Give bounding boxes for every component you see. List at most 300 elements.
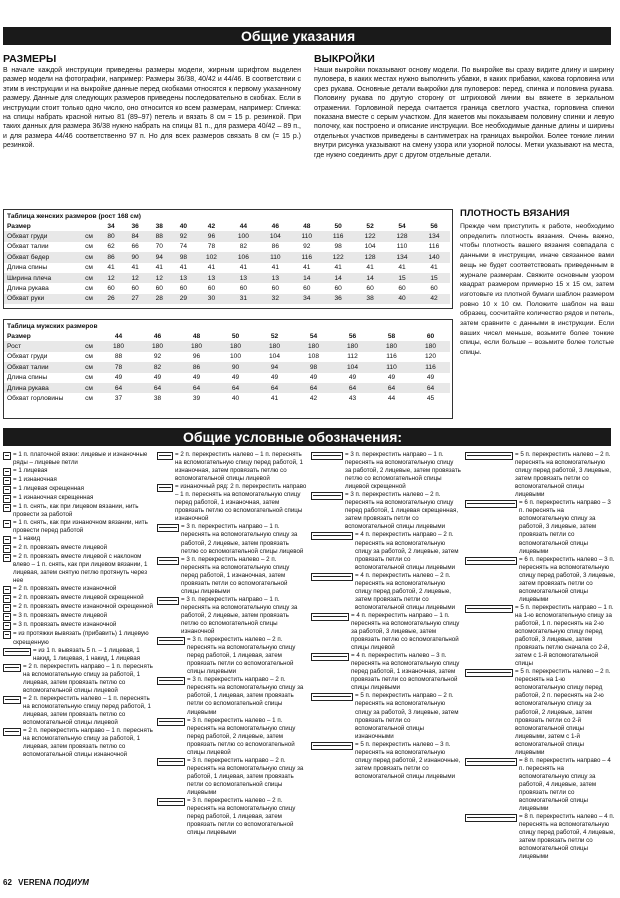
symbol-description: = 4 п. перекрестить налево – 2 п. переснять на вспомогательную спицу перед работой, 2 лицевые, затем провязать петли со вспомогательной спицы лицевыми	[355, 571, 456, 611]
symbol-entry	[465, 757, 615, 813]
table-cell: 41	[366, 264, 374, 272]
symbols-column-2	[157, 451, 307, 837]
table-cell: 64	[426, 384, 435, 392]
men-size-table	[4, 321, 450, 404]
knit-symbol-icon	[157, 597, 179, 605]
knit-symbol-icon	[3, 468, 11, 476]
table-cell: Обхват руки	[7, 295, 45, 303]
table-cell: 70	[155, 243, 163, 251]
table-cell: 60	[155, 285, 163, 293]
table-cell: 60	[271, 285, 280, 293]
table-cell: 41	[270, 395, 279, 403]
table-cell: 134	[396, 253, 408, 261]
symbol-entry	[3, 612, 153, 621]
symbol-description: = 1 изнаночная скрещенная	[13, 494, 94, 502]
symbol-description: = 5 п. перекрестить налево – 2 п. переснять на 1-ю вспомогательную спицу перед работой, 2 п. переснять на 2-ю вспомогательную спицу за работой, 2 лицевые, затем провязать петли со 2-й вспомогательной спицы лицевыми, затем с 1-й вспомогательной спицы лицевыми	[515, 668, 611, 756]
symbol-entry	[3, 621, 153, 630]
symbol-description: = 5 п. перекрестить направо – 1 п. на 1-ю вспомогательную спицу за работой, 1 п. переснять на 2-ю вспомогательную спицу перед работой, 3 лицевые, затем провязать петлю сначала со 2-й, затем с 1-й вспомогательной спицы	[515, 603, 614, 668]
table-cell: 14	[334, 274, 342, 282]
table-cell: 13	[207, 274, 216, 282]
table-cell: 36	[131, 222, 139, 230]
table-cell: 34	[107, 222, 115, 230]
table-cell: 66	[131, 243, 139, 251]
table-cell: 41	[239, 264, 248, 272]
table-cell: 102	[205, 253, 217, 261]
table-cell: см	[85, 374, 93, 382]
symbol-description: = 2 п. провязать вместе изнаночной скрещенной	[13, 603, 153, 611]
symbol-description: = 4 п. перекрестить налево – 3 п. переснять на вспомогательную спицу перед работой, 1 изнаночная, затем провязать петли со вспомогательной спицы лицевыми	[351, 652, 460, 692]
table-cell: 28	[155, 295, 163, 303]
table-cell: 49	[153, 374, 162, 382]
table-cell: 92	[303, 243, 311, 251]
symbol-description: = 3 п. перекрестить налево – 2 п. переснять на вспомогательную спицу перед работой, 1 лицевая, затем провязать петли со вспомогательной спицы лицевыми	[187, 797, 296, 837]
table-cell: 180	[112, 343, 124, 351]
table-cell: 64	[114, 384, 123, 392]
table-cell: 180	[151, 343, 163, 351]
table-cell: 108	[307, 353, 319, 361]
symbol-entry	[3, 476, 153, 485]
table-cell: см	[85, 353, 93, 361]
symbol-entry	[3, 585, 153, 594]
symbol-description: = 4 п. перекрестить направо – 1 п. переснять на вспомогательную спицу за работой, 3 лицевые, затем провязать петлю со вспомогательной спицы лицевой	[351, 611, 460, 652]
symbol-entry	[157, 757, 307, 797]
symbol-description: = 1 лицевая	[13, 467, 48, 475]
table-row	[4, 294, 450, 304]
table-cell: 134	[428, 233, 440, 241]
knit-symbol-icon	[3, 536, 11, 544]
symbol-entry	[311, 692, 461, 740]
symbol-description: = 1 накид	[13, 535, 41, 543]
table-cell	[79, 331, 99, 341]
knit-symbol-icon	[465, 758, 517, 766]
table-row	[4, 263, 450, 273]
table-cell: 110	[301, 233, 312, 241]
knit-symbol-icon	[3, 696, 21, 704]
density-text: Прежде чем приступить к работе, необходимо определить плотность вязания. Очень важно, чтобы плотность вашего вязания совпадала с данными в инструкции, иначе связанное вами вещь не будет соответствовать приведенным в журнале размерам. Свяжите основным узором квадрат размером примерно 15 х 15 см, затем изготовьте из плотной бумаги шаблон размером ровно 10 х 10 см. Положите шаблон на ваш образец, сосчитайте количество рядов и петель, затем сравните с данными в инструкции. Если ваших чисел меньше, возьмите более тонкие спицы, если больше – возьмите более толстые спицы.	[460, 223, 614, 357]
knit-symbol-icon	[3, 613, 11, 621]
symbol-description: = 5 п. перекрестить налево – 2 п. переснять на вспомогательную спицу перед работой, 3 лицевые, затем провязать петли со вспомогательной спицы лицевыми	[515, 451, 611, 499]
symbol-entry	[311, 652, 461, 692]
table-cell: 90	[131, 253, 139, 261]
table-cell: 26	[107, 295, 115, 303]
table-cell: 46	[153, 332, 162, 340]
symbol-entry	[157, 596, 307, 636]
table-cell: 60	[426, 332, 435, 340]
table-cell: 50	[231, 332, 240, 340]
table-row	[4, 383, 450, 393]
table-cell	[79, 221, 99, 231]
table-cell: 49	[114, 374, 123, 382]
table-cell: 14	[303, 274, 311, 282]
table-row	[4, 362, 450, 372]
symbol-entry	[465, 813, 615, 861]
table-cell: 110	[270, 253, 281, 261]
symbol-entry	[3, 553, 153, 585]
knit-symbol-icon	[311, 693, 353, 701]
table-cell: 49	[192, 374, 201, 382]
symbol-entry	[311, 612, 461, 652]
table-cell: 94	[155, 253, 163, 261]
table-cell: 56	[430, 222, 438, 230]
symbol-description: = 2 п. перекрестить направо – 1 п. переснять на вспомогательную спицу за работой, 1 лицевая, затем провязать петлю со вспомогательной спицы лицевой	[23, 662, 153, 694]
table-cell: 56	[348, 332, 357, 340]
table-cell: см	[85, 363, 93, 371]
knit-symbol-icon	[465, 669, 513, 677]
knit-symbol-icon	[465, 814, 517, 822]
table-cell: 78	[114, 363, 123, 371]
symbols-title: Общие условные обозначения:	[183, 429, 403, 445]
symbol-entry	[157, 451, 307, 483]
table-cell: 180	[307, 343, 319, 351]
table-cell: 116	[428, 243, 440, 251]
symbol-description: = 2 п. провязать вместе лицевой скрещенной	[13, 594, 144, 602]
table-cell: 64	[309, 384, 318, 392]
table-cell: 41	[155, 264, 163, 272]
table-cell: 180	[385, 343, 397, 351]
table-cell: 116	[425, 363, 436, 371]
knit-symbol-icon	[311, 742, 353, 750]
table-cell: 13	[239, 274, 248, 282]
density-heading: ПЛОТНОСТЬ ВЯЗАНИЯ	[460, 208, 570, 219]
symbol-description: = 5 п. перекрестить налево – 3 п. переснять на вспомогательную спицу перед работой, 2 изнаночные, затем провязать петли со вспомогательной спицы лицевыми	[355, 740, 461, 780]
knit-symbol-icon	[3, 495, 11, 503]
table-cell: Обхват бедер	[7, 253, 50, 261]
table-cell: 180	[190, 343, 202, 351]
knit-symbol-icon	[3, 486, 11, 494]
knit-symbol-icon	[3, 504, 11, 512]
table-cell: 60	[107, 285, 115, 293]
symbol-entry	[157, 676, 307, 716]
table-cell: 104	[364, 243, 376, 251]
knit-symbol-icon	[3, 554, 11, 562]
table-cell: 54	[309, 332, 318, 340]
table-cell: 49	[231, 374, 240, 382]
knit-symbol-icon	[157, 798, 185, 806]
table-cell: 104	[268, 353, 280, 361]
symbol-entry	[3, 467, 153, 476]
table-cell: 92	[179, 233, 188, 241]
symbol-entry	[3, 503, 153, 519]
table-cell: 12	[155, 274, 163, 282]
patterns-text: Наши выкройки показывают основу модели. По выкройке вы сразу видите длину и ширину пуловера, в каких местах нужно выполнить убавки, в каких прибавки, какова горловина или срез рукава. Основные детали выкройки для пуловеров: перед, спинка и половина рукава. Половину рукава по другую сторону от штриховой линии вы вяжете в зеркальном отражении. Горловиной переда считается граница светлого участка, горловина спинки показана вместе с серым участком. Для жакетов мы показываем половину спинки и левую полочку, как построено и описание инструкции. Все необходимые данные длины и ширины отдельных участков приведены в сантиметрах на границах выкройки. Более тонкие линии внутри рисунка указывают на смену узора или узорной полосы. Метки указывают на места, где нужно соединить друг с другом отдельные детали.	[314, 67, 614, 159]
table-cell: 15	[430, 274, 438, 282]
table-cell: 104	[346, 363, 358, 371]
symbol-entry	[157, 636, 307, 676]
table-cell: 86	[107, 253, 115, 261]
page-title: Общие указания	[241, 28, 356, 44]
table-cell: Обхват талии	[7, 363, 49, 371]
symbol-description: = из 1 п. вывязать 5 п. – 1 лицевая, 1 накид, 1 лицевая, 1 накид, 1 лицевая	[33, 646, 141, 662]
table-cell: 110	[386, 363, 397, 371]
symbol-description: = 3 п. провязать вместе лицевой	[13, 612, 108, 620]
table-cell: см	[85, 264, 93, 272]
table-cell: Длина спины	[7, 374, 48, 382]
table-cell: 86	[271, 243, 280, 251]
symbol-description: = изнаночный ряд: 2 п. перекрестить направо – 1 п. переснять на вспомогательную спицу перед работой, 1 изнаночная, затем провязать петлю со вспомогательной спицы изнаночной	[175, 483, 307, 523]
knit-symbol-icon	[465, 557, 517, 565]
knit-symbol-icon	[3, 648, 31, 656]
table-cell: 27	[131, 295, 139, 303]
symbols-band	[3, 428, 611, 446]
symbols-column-1	[3, 451, 153, 759]
knit-symbol-icon	[3, 664, 21, 672]
table-row	[4, 273, 450, 283]
table-cell: см	[85, 285, 93, 293]
symbol-description: = 2 п. перекрестить налево – 1 п. переснять на вспомогательную спицу перед работой, 1 лицевая, затем провязать петлю со вспомогательной спицы лицевой	[23, 694, 151, 726]
knit-symbol-icon	[157, 758, 185, 766]
table-cell: 116	[386, 353, 397, 361]
table-cell: 74	[179, 243, 188, 251]
symbol-entry	[3, 663, 153, 695]
table-cell: 38	[155, 222, 163, 230]
table-cell: 106	[237, 253, 249, 261]
table-cell: 41	[107, 264, 115, 272]
table-cell: 40	[179, 222, 188, 230]
table-cell: 112	[347, 353, 358, 361]
table-cell: см	[85, 343, 93, 351]
symbol-description: = 6 п. перекрестить направо – 3 п. переснять на вспомогательную спицу за работой, 3 лицевые, затем провязать петли со вспомогательной спицы лицевыми	[519, 499, 611, 555]
table-cell: 64	[153, 384, 162, 392]
table-cell: 60	[398, 285, 406, 293]
table-cell: 62	[107, 243, 115, 251]
symbol-entry	[3, 519, 153, 535]
table-cell: 54	[398, 222, 406, 230]
symbol-description: = 5 п. перекрестить направо – 2 п. переснять на вспомогательную спицу за работой, 3 лицевые, затем провязать петли со вспомогательной спицы изнаночными	[355, 692, 459, 740]
symbol-description: = 3 п. перекрестить налево – 2 п. переснять на вспомогательную спицу перед работой, 1 лицевая скрещенная, затем провязать петли со вспомогательной спицы лицевыми	[345, 491, 459, 531]
table-row	[4, 283, 450, 293]
symbol-description: = 1 изнаночная	[13, 476, 57, 484]
table-cell: 13	[179, 274, 188, 282]
symbol-entry	[311, 491, 461, 531]
table-cell: 49	[387, 374, 396, 382]
table-cell: 40	[398, 295, 406, 303]
table-cell: 116	[332, 233, 344, 241]
symbol-entry	[3, 535, 153, 544]
table-cell: 92	[153, 353, 162, 361]
knit-symbol-icon	[311, 532, 353, 540]
table-cell: 64	[387, 384, 396, 392]
symbol-description: = 8 п. перекрестить налево – 4 п. переснять на вспомогательную спицу перед работой, 4 лицевые, затем провязать петли со вспомогательной спицы лицевыми	[519, 813, 615, 861]
symbol-entry	[3, 647, 153, 663]
table-cell: 29	[179, 295, 188, 303]
table-row	[4, 252, 450, 262]
table-row	[4, 331, 450, 341]
symbol-description: = 3 п. перекрестить направо – 1 п. переснять на вспомогательную спицу за работой, 2 лицевые, затем провязать петлю со вспомогательной спицы лицевой скрещенной	[345, 451, 461, 491]
page-number: 62	[3, 878, 12, 887]
table-cell: Рост	[7, 343, 22, 351]
symbol-entry	[157, 483, 307, 523]
header-band	[3, 27, 611, 45]
knit-symbol-icon	[465, 500, 517, 508]
knit-symbol-icon	[3, 631, 11, 639]
table-cell: 41	[271, 264, 280, 272]
table-cell: 98	[334, 243, 342, 251]
symbol-entry	[465, 668, 615, 757]
women-size-table	[4, 211, 450, 304]
table-cell: Ширина плеча	[7, 274, 52, 282]
table-cell: 32	[271, 295, 280, 303]
symbol-description: = 1 п. снять, как при изнаночном вязании, нить провести перед работой	[13, 519, 148, 535]
table-cell: 48	[192, 332, 201, 340]
symbol-entry	[311, 451, 461, 491]
symbol-description: = 2 п. провязать вместе лицевой с наклоном влево – 1 п. снять, как при лицевом вязании, 1 лицевая, затем снятую петлю протянуть через нее	[13, 553, 148, 585]
table-cell: см	[85, 295, 93, 303]
table-cell: 104	[269, 233, 281, 241]
table-cell: см	[85, 274, 93, 282]
knit-symbol-icon	[3, 586, 11, 594]
sizes-heading: РАЗМЕРЫ	[3, 53, 57, 65]
symbol-description: = 6 п. перекрестить налево – 3 п. переснять на вспомогательную спицу перед работой, 3 лицевые, затем провязать петли со вспомогательной спицы лицевыми	[519, 555, 615, 603]
table-cell: 60	[179, 285, 188, 293]
symbol-entry	[465, 451, 615, 499]
knit-symbol-icon	[3, 477, 11, 485]
table-cell: Размер	[7, 222, 31, 230]
table-cell: 52	[270, 332, 279, 340]
table-cell: 34	[303, 295, 311, 303]
table-caption: Таблица женских размеров (рост 168 см)	[7, 212, 141, 220]
table-cell: 88	[114, 353, 123, 361]
table-cell: 84	[131, 233, 139, 241]
symbol-entry	[3, 695, 153, 727]
table-cell: 43	[348, 395, 357, 403]
table-cell: 38	[153, 395, 162, 403]
footer-brand: VERENA	[18, 878, 52, 887]
table-cell: 82	[153, 363, 162, 371]
knit-symbol-icon	[157, 718, 185, 726]
symbol-description: = 8 п. перекрестить направо – 4 п. переснять на вспомогательную спицу за работой, 4 лицевые, затем провязать петли со вспомогательной спицы лицевыми	[519, 756, 611, 813]
table-cell: 37	[114, 395, 123, 403]
knit-symbol-icon	[311, 573, 353, 581]
table-cell: Длина рукава	[7, 285, 49, 293]
table-cell: 38	[366, 295, 374, 303]
table-cell: Обхват груди	[7, 233, 48, 241]
symbol-description: = 2 п. перекрестить налево – 1 п. переснять на вспомогательную спицу перед работой, 1 изнаночная, затем провязать петлю со вспомогательной спицы лицевой	[175, 451, 303, 483]
table-cell: 122	[364, 233, 376, 241]
symbol-entry	[3, 494, 153, 503]
table-cell: Обхват талии	[7, 243, 49, 251]
table-cell: 180	[424, 343, 436, 351]
table-row	[4, 231, 450, 241]
table-cell: 44	[239, 222, 248, 230]
table-cell: 52	[366, 222, 374, 230]
table-cell: 60	[131, 285, 139, 293]
table-cell: Обхват горловины	[7, 395, 64, 403]
table-cell: 60	[303, 285, 311, 293]
table-caption: Таблица мужских размеров	[7, 322, 98, 330]
symbol-entry	[465, 499, 615, 555]
table-cell: 64	[348, 384, 357, 392]
symbol-entry	[3, 594, 153, 603]
symbol-entry	[3, 603, 153, 612]
table-cell: 12	[131, 274, 139, 282]
symbol-entry	[465, 556, 615, 604]
table-cell: Длина рукава	[7, 384, 49, 392]
table-cell: см	[85, 233, 93, 241]
table-cell: 49	[270, 374, 279, 382]
knit-symbol-icon	[157, 452, 173, 460]
table-cell: 41	[179, 264, 188, 272]
table-cell: 64	[192, 384, 201, 392]
patterns-heading: ВЫКРОЙКИ	[314, 53, 375, 65]
symbol-entry	[3, 630, 153, 646]
table-cell: 128	[396, 233, 408, 241]
table-cell: 45	[426, 395, 435, 403]
page-footer	[3, 878, 89, 887]
footer-brand-2: ПОДИУМ	[53, 878, 89, 887]
symbol-entry	[3, 485, 153, 494]
table-cell: 180	[346, 343, 358, 351]
table-cell: 36	[334, 295, 342, 303]
table-cell: 41	[430, 264, 438, 272]
table-cell: 60	[207, 285, 216, 293]
table-cell: 60	[366, 285, 374, 293]
symbol-description: = 2 п. перекрестить направо – 1 п. переснять на вспомогательную спицу за работой, 1 лицевая, затем провязать петлю со вспомогательной спицы изнаночной	[23, 727, 153, 759]
table-cell: Длина спины	[7, 264, 48, 272]
knit-symbol-icon	[3, 604, 11, 612]
table-cell: 50	[334, 222, 342, 230]
table-cell: 41	[207, 264, 216, 272]
table-cell: 116	[301, 253, 312, 261]
symbol-description: = 3 п. провязать вместе изнаночной	[13, 621, 117, 629]
symbol-entry	[3, 727, 153, 759]
table-cell: 49	[426, 374, 435, 382]
table-cell: 110	[396, 243, 408, 251]
symbol-description: = 3 п. перекрестить налево – 2 п. переснять на вспомогательную спицу перед работой, 1 лицевая, затем провязать петли со вспомогательной спицы лицевыми	[187, 636, 296, 676]
knit-symbol-icon	[3, 545, 11, 553]
table-cell: Обхват груди	[7, 353, 48, 361]
table-cell: 100	[237, 233, 249, 241]
symbol-entry	[311, 572, 461, 612]
knit-symbol-icon	[3, 520, 11, 528]
table-cell: 12	[107, 274, 115, 282]
symbol-entry	[157, 797, 307, 837]
table-row	[4, 373, 450, 383]
table-cell: 60	[430, 285, 438, 293]
table-cell: 88	[155, 233, 163, 241]
table-cell: 31	[239, 295, 248, 303]
table-cell: 39	[192, 395, 201, 403]
knit-symbol-icon	[311, 613, 349, 621]
table-cell: 42	[309, 395, 318, 403]
table-cell: 122	[332, 253, 344, 261]
table-cell: 48	[303, 222, 311, 230]
table-cell: Размер	[7, 332, 31, 340]
table-cell: 49	[348, 374, 357, 382]
symbol-description: = 1 п. снять, как при лицевом вязании, нить провести за работой	[13, 503, 139, 519]
table-cell: 60	[334, 285, 342, 293]
table-row	[4, 352, 450, 362]
table-row	[4, 242, 450, 252]
table-cell: см	[85, 253, 93, 261]
symbol-description: = 2 п. провязать вместе лицевой	[13, 544, 108, 552]
knit-symbol-icon	[3, 728, 21, 736]
table-cell: 15	[398, 274, 406, 282]
symbol-description: = 3 п. перекрестить направо – 1 п. переснять на вспомогательную спицу за работой, 2 лицевые, затем провязать петлю со вспомогательной спицы изнаночной	[181, 595, 298, 636]
symbol-entry	[465, 604, 615, 668]
knit-symbol-icon	[465, 452, 513, 460]
knit-symbol-icon	[311, 492, 343, 500]
table-row	[4, 341, 450, 351]
symbol-entry	[3, 544, 153, 553]
table-cell: 40	[231, 395, 240, 403]
symbol-entry	[157, 717, 307, 757]
knit-symbol-icon	[157, 637, 185, 645]
table-cell: 46	[271, 222, 280, 230]
symbol-description: = 3 п. перекрестить налево – 1 п. переснять на вспомогательную спицу перед работой, 2 лицевые, затем провязать петлю со вспомогательной спицы лицевой	[187, 716, 296, 756]
symbol-entry	[311, 531, 461, 571]
symbol-description: = 4 п. перекрестить направо – 2 п. переснять на вспомогательную спицу за работой, 2 лицевые, затем провязать петли со вспомогательной спицы лицевыми	[355, 531, 459, 571]
table-row	[4, 393, 450, 403]
